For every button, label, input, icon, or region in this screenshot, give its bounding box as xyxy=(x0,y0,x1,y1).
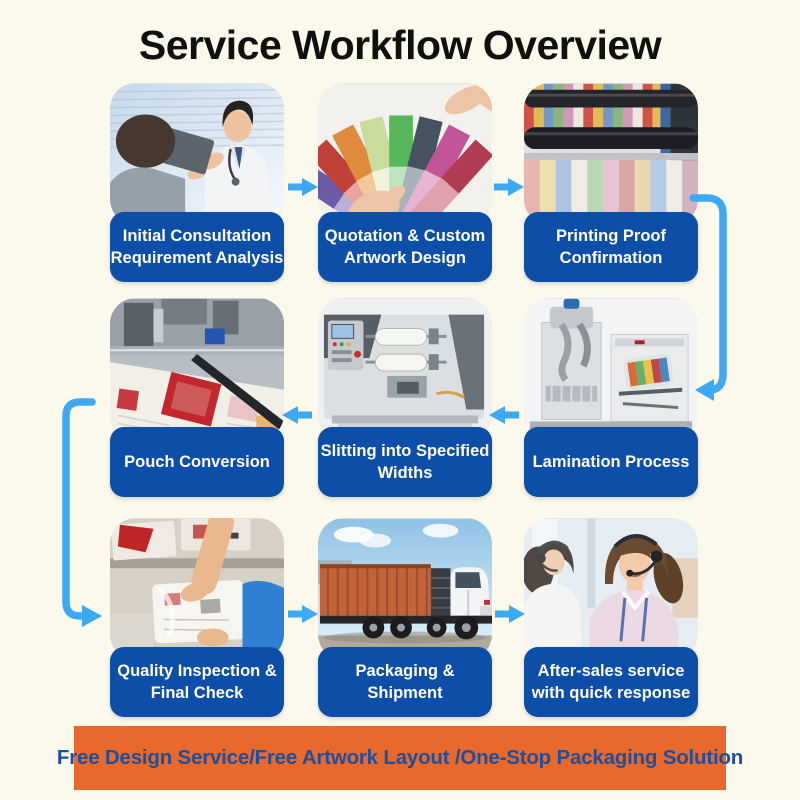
step-label-line: with quick response xyxy=(531,684,691,702)
pouch-conversion-illustration xyxy=(110,298,284,440)
container-truck-illustration xyxy=(318,518,492,660)
step-label-slitting xyxy=(318,427,492,497)
step-label-packaging-shipment xyxy=(318,647,492,717)
printing-press-illustration xyxy=(524,83,698,225)
step-card-lamination xyxy=(524,298,698,498)
step-card-slitting xyxy=(318,298,492,498)
step-label-line: Confirmation xyxy=(559,249,663,267)
flow-arrow-left-icon xyxy=(488,404,520,426)
step-label-initial-consultation xyxy=(110,212,284,282)
page-title: Service Workflow Overview xyxy=(138,22,662,68)
flow-arrow-left-icon xyxy=(281,404,313,426)
call-center-illustration xyxy=(524,518,698,660)
step-card-initial-consultation xyxy=(110,83,284,283)
step-label-line: Requirement Analysis xyxy=(110,249,284,267)
step-label-line: Slitting into Specified xyxy=(320,441,490,460)
step-label-line: Quotation & Custom xyxy=(324,226,486,245)
call-center-photo xyxy=(524,518,698,660)
flow-arrow-right-icon xyxy=(494,603,526,625)
consultation-illustration xyxy=(110,83,284,225)
step-card-packaging-shipment xyxy=(318,518,492,718)
step-label-line: Quality Inspection & xyxy=(117,661,277,680)
color-swatches-illustration xyxy=(318,83,492,225)
step-card-pouch-conversion xyxy=(110,298,284,498)
consultation-photo xyxy=(110,83,284,225)
step-card-quotation-artwork xyxy=(318,83,492,283)
step-label-line: Artwork Design xyxy=(344,249,466,267)
printing-press-photo xyxy=(524,83,698,225)
quality-inspection-illustration xyxy=(110,518,284,660)
color-swatches-photo xyxy=(318,83,492,225)
step-label-line: Printing Proof xyxy=(556,226,666,245)
slitting-machine-photo xyxy=(318,298,492,440)
step-label-pouch-conversion xyxy=(110,427,284,497)
pouch-conversion-photo xyxy=(110,298,284,440)
promo-banner-text: Free Design Service/Free Artwork Layout /One-Stop Packaging Solution xyxy=(56,746,744,769)
flow-arrow-right-icon xyxy=(287,176,319,198)
step-label-line: Shipment xyxy=(367,684,443,702)
step-label-printing-proof xyxy=(524,212,698,282)
container-truck-photo xyxy=(318,518,492,660)
step-label-quality-inspection xyxy=(110,647,284,717)
connector-row2-to-row3-icon xyxy=(45,390,115,632)
step-label-line: Packaging & xyxy=(355,661,455,680)
step-card-after-sales xyxy=(524,518,698,718)
promo-banner xyxy=(56,726,744,790)
step-card-quality-inspection xyxy=(110,518,284,718)
flow-arrow-right-icon xyxy=(493,176,525,198)
step-label-line: Initial Consultation xyxy=(122,226,272,245)
step-label-quotation-artwork xyxy=(318,212,492,282)
step-label-after-sales xyxy=(524,647,698,717)
lamination-machine-photo xyxy=(524,298,698,440)
quality-inspection-photo xyxy=(110,518,284,660)
step-label-lamination xyxy=(524,427,698,497)
step-label-line: Final Check xyxy=(150,684,244,702)
step-label-line: After-sales service xyxy=(537,661,685,680)
step-label-line: Lamination Process xyxy=(532,452,690,471)
lamination-machine-illustration xyxy=(524,298,698,440)
step-label-line: Pouch Conversion xyxy=(124,452,270,471)
step-label-line: Widths xyxy=(377,464,433,482)
flow-arrow-right-icon xyxy=(287,603,319,625)
slitting-machine-illustration xyxy=(318,298,492,440)
step-card-printing-proof xyxy=(524,83,698,283)
